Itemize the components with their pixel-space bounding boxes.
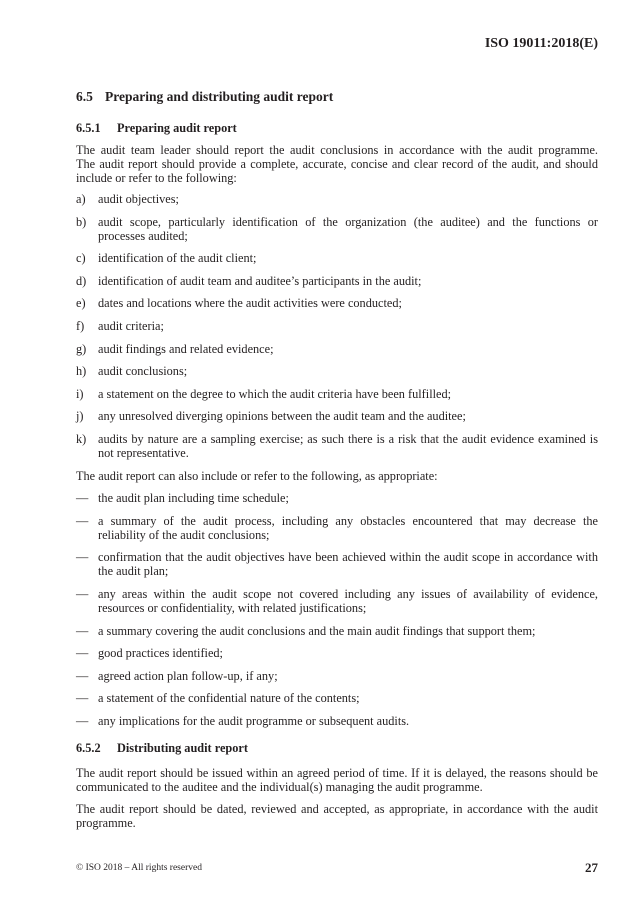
list-item-text: identification of the audit client; [98,251,257,266]
list-item-text: the audit plan; [98,564,169,579]
dash-list-item [76,514,598,542]
list-item-text: a summary covering the audit conclusions and the main audit findings that support them; [98,623,536,638]
dash-bullet: — [76,550,89,565]
list-item-text: audit conclusions; [98,364,188,379]
dash-list-item [76,646,598,660]
list-item-text: a statement of the confidential nature of the contents; [98,691,360,706]
dash-bullet: — [76,491,89,506]
list-item-text: audit criteria; [98,318,164,333]
list-item-label: h) [76,364,87,379]
list-item [76,364,598,378]
dash-bullet: — [76,713,89,728]
list-item-label: d) [76,273,87,288]
copyright-notice: © ISO 2018 – All rights reserved [76,863,202,873]
subsection-title: Preparing audit report [117,121,237,135]
intro-paragraph [76,143,598,185]
dash-bullet: — [76,646,89,661]
text-line: The audit report can also include or refer to the following, as appropriate: [76,468,438,483]
dash-list-item [76,624,598,638]
list-item-text: resources or confidentiality, with related justifications; [98,600,367,615]
subsection-title: Distributing audit report [117,740,248,755]
list-item [76,387,598,401]
list-item-label: c) [76,251,86,266]
list-item-label: i) [76,386,84,401]
section-heading [76,89,598,105]
list-item-label: b) [76,214,87,229]
list-item-text: any unresolved diverging opinions between the audit team and the auditee; [98,409,466,424]
dash-list-item [76,550,598,578]
section-title: Preparing and distributing audit report [105,89,334,104]
subsection-number: 6.5.2 [76,740,101,755]
list-item [76,432,598,460]
standard-identifier: ISO 19011:2018(E) [484,36,598,51]
list-item [76,274,598,288]
text-line: communicated to the auditee and the individual(s) managing the audit programme. [76,779,483,794]
list-item-text: a summary of the audit process, including any obstacles encountered that may decrease the [98,513,598,528]
list-item-label: e) [76,296,86,311]
text-line: The audit report should provide a complete, accurate, concise and clear record of the audit, and should [76,157,598,171]
list-item-label: f) [76,318,85,333]
text-line: programme. [76,815,136,830]
dash-list-item [76,669,598,683]
list-item [76,409,598,423]
text-line: The audit team leader should report the audit conclusions in accordance with the audit programme. [76,143,598,157]
list-item [76,215,598,243]
dash-list-item [76,491,598,505]
list-item-label: a) [76,192,86,206]
list-item-text: identification of audit team and auditee’s participants in the audit; [98,273,422,288]
list-item-text: a statement on the degree to which the audit criteria have been fulfilled; [98,386,452,401]
list-item-text: audit scope, particularly identification of the organization (the auditee) and the functions or [98,214,598,229]
list-item-text: dates and locations where the audit activities were conducted; [98,296,402,311]
dash-bullet: — [76,691,89,706]
list-item-text: the audit plan including time schedule; [98,491,289,506]
list-item-text: reliability of the audit conclusions; [98,527,270,542]
list-item-text: audit findings and related evidence; [98,341,274,356]
dash-bullet: — [76,623,89,638]
text-line: include or refer to the following: [76,171,237,185]
list-item-text: any areas within the audit scope not covered including any issues of availability of evidence, [98,586,598,601]
list-item [76,319,598,333]
list-item [76,251,598,265]
subsection-number: 6.5.1 [76,121,101,135]
list-item [76,296,598,310]
subsection-heading-6-5-2 [76,741,598,755]
list-item-text: any implications for the audit programme or subsequent audits. [98,713,410,728]
page-number: 27 [585,860,598,875]
list-item-text: audit objectives; [98,192,179,206]
list-item-label: k) [76,431,87,446]
list-item-text: agreed action plan follow-up, if any; [98,668,278,683]
list-item-text: processes audited; [98,228,188,243]
text-line: The audit report should be issued within an agreed period of time. If it is delayed, the reasons should be [76,765,598,780]
paragraph [76,766,598,794]
list-item-text: good practices identified; [98,646,223,661]
page-content [76,89,598,830]
list-item-text: audits by nature are a sampling exercise; as such there is a risk that the audit evidence examined is [98,431,598,446]
list-item [76,192,598,206]
list-item [76,342,598,356]
paragraph [76,802,598,830]
dash-list-item [76,714,598,728]
list-item-text: confirmation that the audit objectives have been achieved within the audit scope in accordance with [98,550,598,565]
dash-list-item [76,587,598,615]
subsection-heading-6-5-1 [76,121,598,135]
dash-bullet: — [76,586,89,601]
dash-bullet: — [76,513,89,528]
optional-contents-intro [76,469,598,483]
list-item-label: g) [76,341,87,356]
dash-list-item [76,691,598,705]
section-number: 6.5 [76,89,93,104]
dash-bullet: — [76,668,89,683]
list-item-text: not representative. [98,445,189,460]
text-line: The audit report should be dated, reviewed and accepted, as appropriate, in accordance with the audit [76,801,598,816]
list-item-label: j) [76,409,84,424]
